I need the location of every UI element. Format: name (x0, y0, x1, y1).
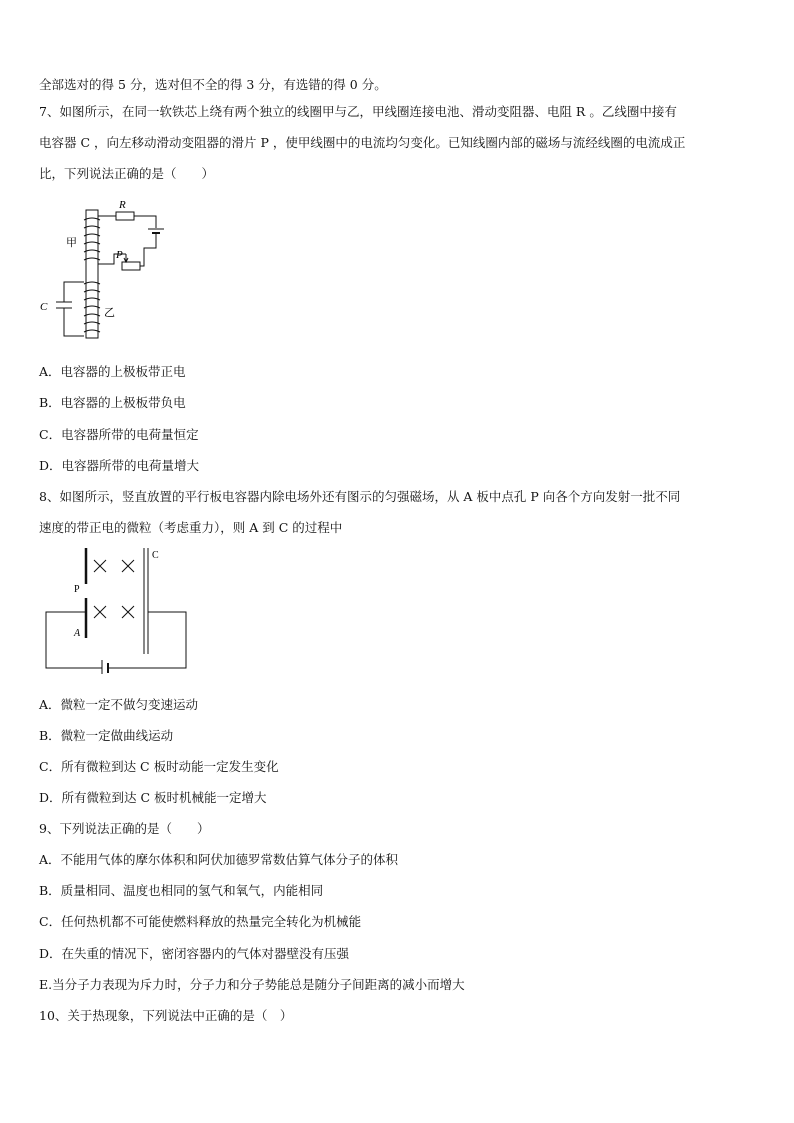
label-R: R (119, 199, 126, 211)
field-cross (122, 606, 134, 618)
label-C: C (152, 550, 159, 561)
q7-option-c: C．电容器所带的电荷量恒定 (39, 427, 199, 442)
q9-option-b: B．质量相同、温度也相同的氢气和氧气，内能相同 (39, 883, 324, 898)
q9-option-c: C．任何热机都不可能使燃料释放的热量完全转化为机械能 (39, 914, 362, 929)
rheostat (122, 262, 140, 270)
q7-stem-line-1: 7、如图所示，在同一软铁芯上绕有两个独立的线圈甲与乙，甲线圈连接电池、滑动变阻器、电阻 R 。乙线圈中接有 (39, 104, 677, 119)
field-cross (94, 606, 106, 618)
q9-option-d: D．在失重的情况下，密闭容器内的气体对器壁没有压强 (39, 946, 350, 961)
q9-option-a: A．不能用气体的摩尔体积和阿伏加德罗常数估算气体分子的体积 (39, 852, 399, 867)
q7-option-b: B．电容器的上极板带负电 (39, 395, 186, 410)
label-P: P (116, 249, 123, 261)
label-C: C (40, 301, 48, 313)
q8-capacitor-magnetic-field-diagram (40, 546, 192, 674)
iron-core (86, 210, 98, 338)
label-jia: 甲 (66, 237, 77, 249)
q8-option-a: A．微粒一定不做匀变速运动 (39, 697, 199, 712)
q7-stem-line-3: 比，下列说法正确的是（ ） (39, 166, 215, 181)
label-P: P (74, 584, 80, 595)
q7-stem-line-2: 电容器 C ，向左移动滑动变阻器的滑片 P ，使甲线圈中的电流均匀变化。已知线圈内部的磁场与流经线圈的电流成正 (39, 135, 686, 150)
q7-option-d: D．电容器所带的电荷量增大 (39, 458, 200, 473)
q9-stem: 9、下列说法正确的是（ ） (39, 821, 210, 836)
label-A: A (74, 628, 81, 639)
resistor-R (116, 212, 134, 220)
q8-stem-line-1: 8、如图所示，竖直放置的平行板电容器内除电场外还有图示的匀强磁场，从 A 板中点孔 P 向各个方向发射一批不同 (39, 489, 681, 504)
field-cross (94, 560, 106, 572)
q8-option-d: D．所有微粒到达 C 板时机械能一定增大 (39, 790, 267, 805)
q10-stem: 10、关于热现象，下列说法中正确的是（ ） (39, 1008, 293, 1023)
q8-option-c: C．所有微粒到达 C 板时动能一定发生变化 (39, 759, 279, 774)
q7-coil-circuit-diagram (34, 196, 174, 348)
q8-option-b: B．微粒一定做曲线运动 (39, 728, 174, 743)
q9-option-e: E.当分子力表现为斥力时，分子力和分子势能总是随分子间距离的减小而增大 (39, 977, 465, 992)
scoring-note: 全部选对的得 5 分，选对但不全的得 3 分，有选错的得 0 分。 (39, 77, 387, 92)
field-cross (122, 560, 134, 572)
q7-option-a: A．电容器的上极板带正电 (39, 364, 186, 379)
label-yi: 乙 (104, 307, 115, 319)
q8-stem-line-2: 速度的带正电的微粒（考虑重力），则 A 到 C 的过程中 (39, 520, 343, 535)
